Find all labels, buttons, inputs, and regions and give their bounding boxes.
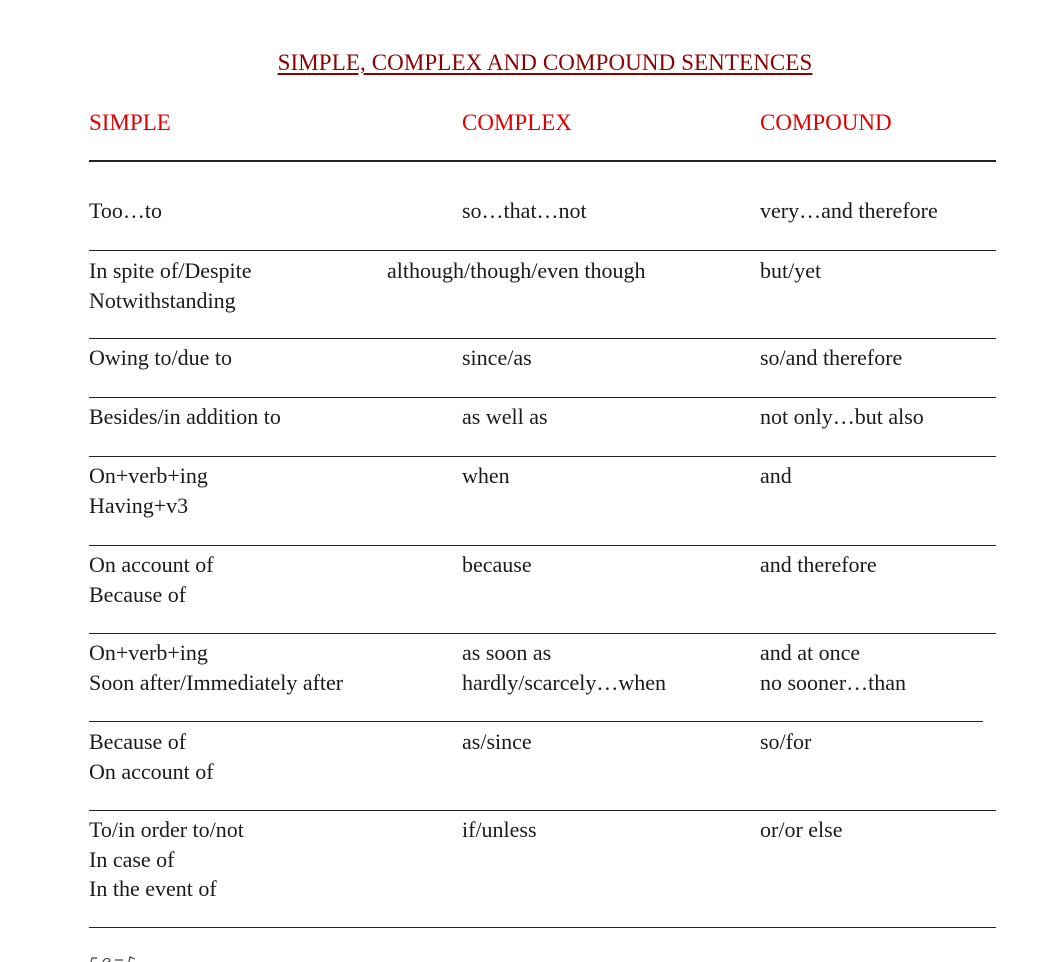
- row-divider: [89, 338, 996, 339]
- row-5-complex: [462, 461, 510, 491]
- row-3-compound: [760, 343, 902, 373]
- row-3-simple: [89, 343, 232, 373]
- row-6-simple-line-1: On account of: [89, 552, 214, 577]
- row-9-compound: [760, 815, 842, 845]
- row-2-compound-line-1: but/yet: [760, 258, 822, 283]
- row-7-simple: [89, 638, 343, 697]
- row-2-complex: [387, 256, 645, 286]
- row-8-simple: [89, 727, 214, 786]
- row-1-simple: [89, 196, 162, 226]
- row-divider: [89, 721, 983, 722]
- row-4-compound: [760, 402, 924, 432]
- row-8-simple-line-2: On account of: [89, 758, 214, 784]
- row-divider: [89, 927, 996, 928]
- row-3-compound-line-1: so/and therefore: [760, 345, 903, 370]
- row-divider: [89, 456, 996, 457]
- row-6-simple-line-2: Because of: [89, 581, 187, 607]
- row-8-compound: [760, 727, 811, 757]
- row-1-simple-line-1: Too…to: [89, 198, 163, 223]
- row-2-compound: [760, 256, 821, 286]
- header-divider: [89, 160, 996, 162]
- row-1-complex-line-1: so…that…not: [462, 198, 587, 223]
- row-7-compound-line-1: and at once: [760, 640, 861, 665]
- column-header-simple: SIMPLE: [89, 110, 171, 135]
- row-1-complex: [462, 196, 587, 226]
- row-3-simple-line-1: Owing to/due to: [89, 345, 232, 370]
- row-5-simple-line-1: On+verb+ing: [89, 463, 208, 488]
- page-title: SIMPLE, COMPLEX AND COMPOUND SENTENCES: [277, 50, 813, 75]
- row-5-compound: [760, 461, 792, 491]
- row-5-compound-line-1: and: [760, 463, 792, 488]
- row-1-compound-line-1: very…and therefore: [760, 198, 938, 223]
- row-divider: [89, 810, 996, 811]
- row-4-simple-line-1: Besides/in addition to: [89, 404, 281, 429]
- row-divider: [89, 545, 996, 546]
- row-5-simple-line-2: Having+v3: [89, 492, 189, 518]
- row-9-simple-line-1: To/in order to/not: [89, 817, 244, 842]
- row-divider: [89, 397, 996, 398]
- row-6-compound-line-1: and therefore: [760, 552, 877, 577]
- cut-off-text-fragment: [89, 950, 149, 962]
- row-8-complex: [462, 727, 532, 757]
- column-header-compound: COMPOUND: [760, 110, 892, 135]
- row-7-compound: [760, 638, 906, 697]
- row-8-simple-line-1: Because of: [89, 729, 187, 754]
- row-7-complex-line-2: hardly/scarcely…when: [462, 669, 667, 695]
- row-6-simple: [89, 550, 214, 609]
- row-divider: [89, 250, 996, 251]
- row-5-complex-line-1: when: [462, 463, 510, 488]
- row-7-simple-line-2: Soon after/Immediately after: [89, 669, 344, 695]
- row-2-simple-line-2: Notwithstanding: [89, 287, 236, 313]
- row-6-complex: [462, 550, 532, 580]
- row-8-compound-line-1: so/for: [760, 729, 812, 754]
- row-7-compound-line-2: no sooner…than: [760, 669, 907, 695]
- row-2-simple-line-1: In spite of/Despite: [89, 258, 252, 283]
- row-9-simple-line-3: In the event of: [89, 876, 217, 901]
- row-9-complex: [462, 815, 537, 845]
- row-7-complex: [462, 638, 666, 697]
- row-divider: [89, 633, 996, 634]
- row-6-compound: [760, 550, 877, 580]
- row-8-complex-line-1: as/since: [462, 729, 532, 754]
- row-5-simple: [89, 461, 208, 520]
- column-header-complex: COMPLEX: [462, 110, 572, 135]
- row-4-compound-line-1: not only…but also: [760, 404, 924, 429]
- row-4-complex: [462, 402, 548, 432]
- row-7-complex-line-1: as soon as: [462, 640, 552, 665]
- row-2-complex-line-1: although/though/even though: [387, 258, 646, 283]
- row-7-simple-line-1: On+verb+ing: [89, 640, 208, 665]
- row-3-complex: [462, 343, 532, 373]
- row-4-complex-line-1: as well as: [462, 404, 548, 429]
- row-1-compound: [760, 196, 938, 226]
- row-4-simple: [89, 402, 281, 432]
- row-9-complex-line-1: if/unless: [462, 817, 537, 842]
- row-9-simple: [89, 815, 244, 904]
- row-3-complex-line-1: since/as: [462, 345, 532, 370]
- row-9-simple-line-2: In case of: [89, 846, 175, 872]
- row-6-complex-line-1: because: [462, 552, 532, 577]
- row-2-simple: [89, 256, 252, 315]
- row-9-compound-line-1: or/or else: [760, 817, 843, 842]
